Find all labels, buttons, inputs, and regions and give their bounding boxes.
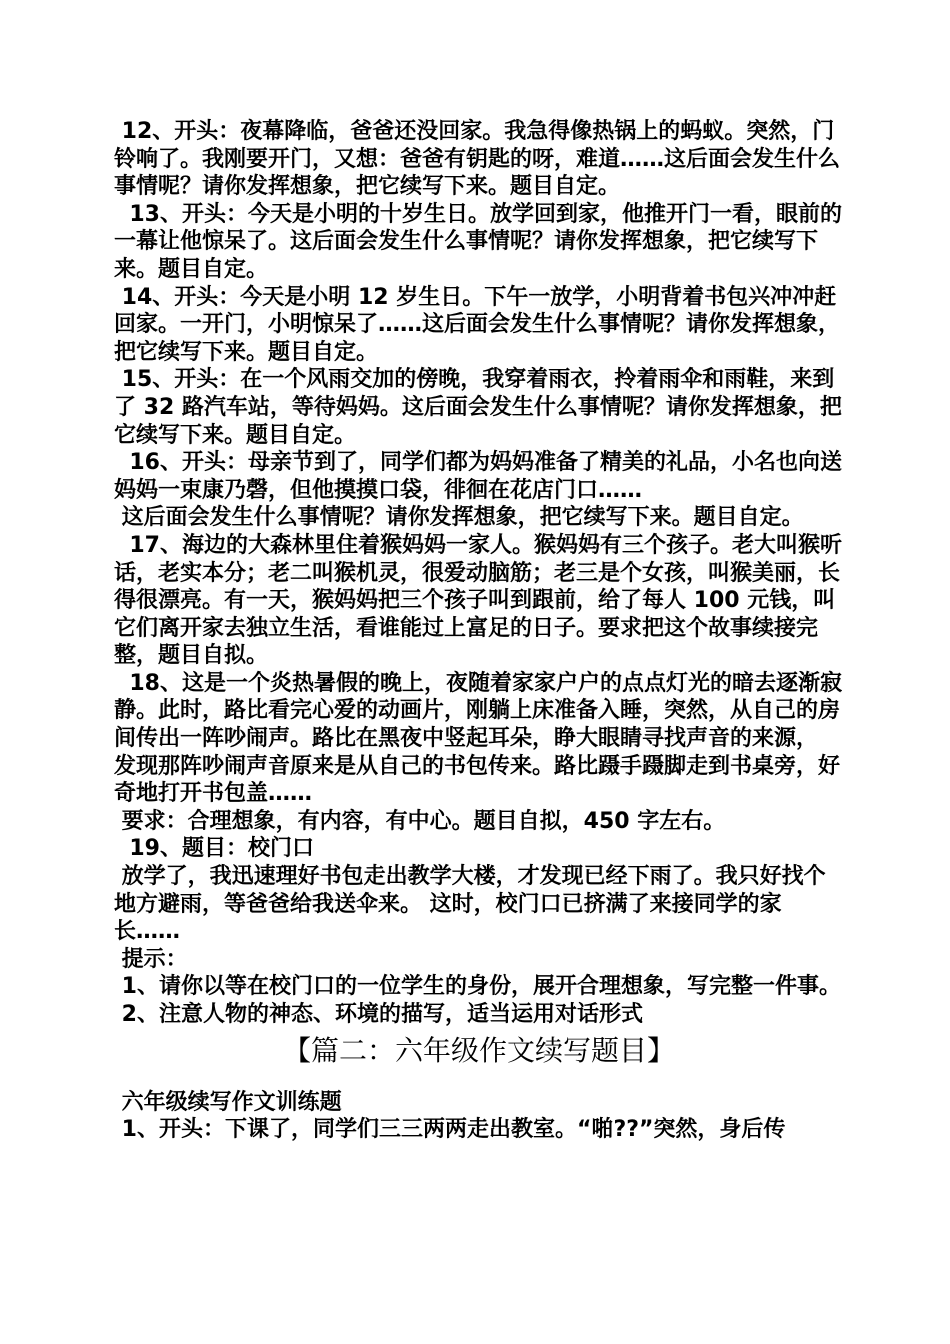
document-body <box>114 118 844 1144</box>
hint-item-1: 1、请你以等在校门口的一位学生的身份，展开合理想象，写完整一件事。 <box>114 974 841 1000</box>
paragraph-19-title: 19、题目：校门口 <box>114 836 314 862</box>
paragraph-16-continued: 这后面会发生什么事情呢？请你发挥想象，把它续写下来。题目自定。 <box>114 505 804 531</box>
part2-subtitle: 六年级续写作文训练题 <box>114 1089 342 1115</box>
paragraph-16: 16、开头：母亲节到了，同学们都为妈妈准备了精美的礼品，小名也向送妈妈一束康乃磬，但他摸摸口袋，徘徊在花店门口…… <box>114 450 842 503</box>
spacer <box>114 1077 844 1089</box>
paragraph-18-continued: 发现那阵吵闹声音原来是从自己的书包传来。路比蹑手蹑脚走到书桌旁，好奇地打开书包盖…… <box>114 753 841 807</box>
hint-label: 提示： <box>114 946 188 972</box>
paragraph-18: 18、这是一个炎热暑假的晚上，夜随着家家户户的点点灯光的暗去逐渐寂静。此时，路比看完心爱的动画片，刚躺上床准备入睡，突然，从自己的房间传出一阵吵闹声。路比在黑夜中竖起耳朵，睁大眼睛寻找声音的来源， <box>114 670 842 752</box>
paragraph-19-body: 放学了，我迅速理好书包走出教学大楼，才发现已经下雨了。我只好找个地方避雨，等爸爸给我送伞来。 这时，校门口已挤满了来接同学的家长…… <box>114 864 826 945</box>
section-heading: 【篇二：六年级作文续写题目】 <box>282 1033 675 1067</box>
part2-paragraph-1: 1、开头：下课了，同学们三三两两走出教室。“啪??”突然，身后传 <box>114 1117 786 1143</box>
paragraph-12: 12、开头：夜幕降临，爸爸还没回家。我急得像热锅上的蚂蚁。突然，门铃响了。我刚要开门，又想：爸爸有钥匙的呀，难道……这后面会发生什么事情呢？请你发挥想象，把它续写下来。题目自定。 <box>114 119 841 200</box>
paragraph-15: 15、开头：在一个风雨交加的傍晚，我穿着雨衣，拎着雨伞和雨鞋，来到了 32 路汽车站，等待妈妈。这后面会发生什么事情呢？请你发挥想象，把它续写下来。题目自定。 <box>114 367 842 448</box>
hint-item-2: 2、注意人物的神态、环境的描写，适当运用对话形式 <box>114 1002 643 1027</box>
paragraph-18-requirement: 要求：合理想象，有内容，有中心。题目自拟，450 字左右。 <box>114 808 726 834</box>
paragraph-13: 13、开头：今天是小明的十岁生日。放学回到家，他推开门一看，眼前的一幕让他惊呆了。这后面会发生什么事情呢？请你发挥想象，把它续写下来。题目自定。 <box>114 201 842 282</box>
paragraph-14: 14、开头：今天是小明 12 岁生日。下午一放学，小明背着书包兴冲冲赶回家。一开门，小明惊呆了……这后面会发生什么事情呢？请你发挥想象，把它续写下来。题目自定。 <box>114 284 841 365</box>
paragraph-17: 17、海边的大森林里住着猴妈妈一家人。猴妈妈有三个孩子。老大叫猴听话，老实本分；老二叫猴机灵，很爱动脑筋；老三是个女孩，叫猴美丽，长得很漂亮。有一天，猴妈妈把三个孩子叫到跟前，给了每人 100 元钱，叫它们离开家去独立生活，看谁能过上富足的日子。要求把这个故事续接完整，题目自拟。 <box>114 532 842 669</box>
